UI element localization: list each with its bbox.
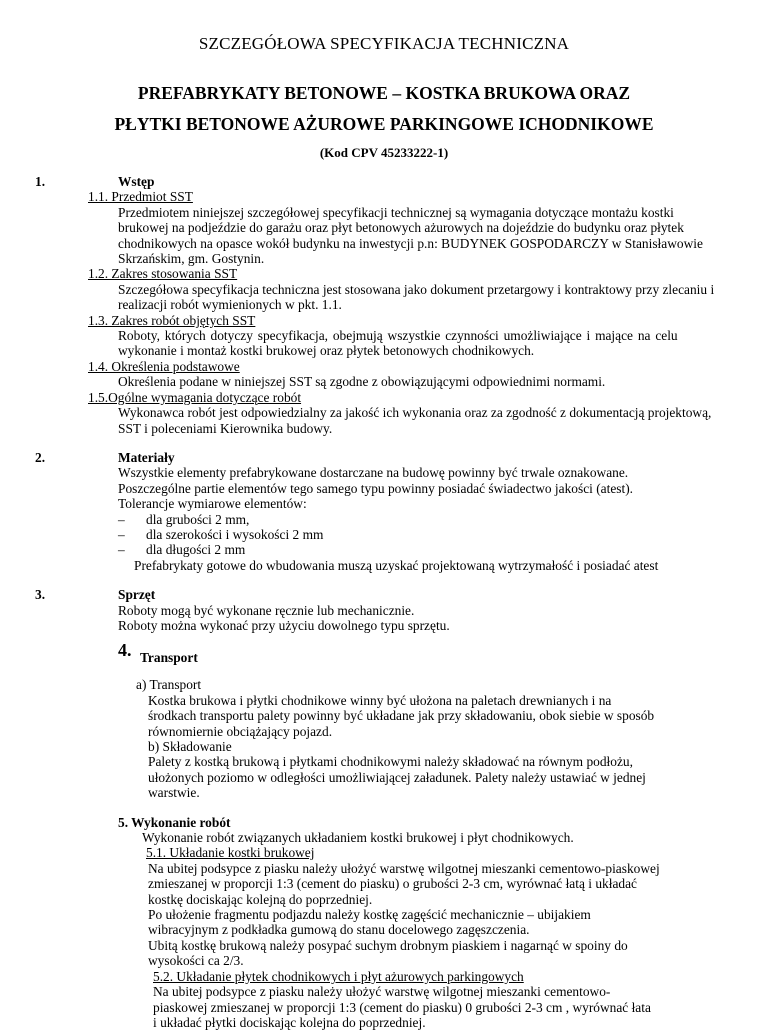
text-line: wysokości ca 2/3. bbox=[148, 953, 244, 969]
subsection-heading-4b: b) Składowanie bbox=[148, 739, 232, 754]
list-item bbox=[0, 542, 768, 557]
text-line: Wykonawca robót jest odpowiedzialny za jakość ich wykonania oraz za zgodność z dokumentacją projektową, bbox=[118, 405, 712, 421]
text-line: Roboty, których dotyczy specyfikacja, obejmują wszystkie czynności umożliwiające i mające na celu bbox=[118, 328, 678, 344]
section-5-heading: 5. Wykonanie robót bbox=[118, 814, 231, 830]
subsection-heading-1-3: 1.3. Zakres robót objętych SST bbox=[88, 312, 256, 328]
list-item-text: dla grubości 2 mm, bbox=[146, 511, 250, 527]
title-line-1: PREFABRYKATY BETONOWE – KOSTKA BRUKOWA ORAZ bbox=[137, 83, 631, 103]
list-item-text: dla szerokości i wysokości 2 mm bbox=[146, 526, 324, 542]
text-line: Kostka brukowa i płytki chodnikowe winny być ułożona na paletach drewnianych i na bbox=[148, 692, 612, 708]
title-line-2: PŁYTKI BETONOWE AŻUROWE PARKINGOWE ICHODNIKOWE bbox=[114, 114, 654, 134]
section-3-heading bbox=[0, 587, 768, 602]
section-title: Materiały bbox=[118, 449, 175, 465]
text-line: piaskowej zmieszanej w proporcji 1:3 (cement do piasku) 0 grubości 2-3 cm , wyrównać łata bbox=[153, 999, 651, 1015]
text-line: Szczegółowa specyfikacja techniczna jest stosowana jako dokument przetargowy i kontraktowy przy zlecaniu i bbox=[118, 281, 715, 297]
text-line: Przedmiotem niniejszej szczegółowej specyfikacji technicznej są wymagania dotyczące montażu kostki bbox=[118, 204, 674, 220]
subsection-heading-1-4: 1.4. Określenia podstawowe bbox=[88, 358, 240, 374]
document-header: SZCZEGÓŁOWA SPECYFIKACJA TECHNICZNA bbox=[198, 34, 570, 53]
subsection-heading-1-1: 1.1. Przedmiot SST bbox=[88, 189, 193, 205]
section-title: Sprzęt bbox=[118, 587, 156, 603]
text-line: wykonanie i montaż kostki brukowej oraz płytek betonowych chodnikowych. bbox=[118, 343, 535, 359]
list-item-text: dla długości 2 mm bbox=[146, 542, 246, 558]
text-line: Określenia podane w niniejszej SST są zgodne z obowiązującymi odpowiednimi normami. bbox=[118, 374, 606, 390]
text-line: chodnikowych na opasce wokół budynku na inwestycji p.n: BUDYNEK GOSPODARCZY w Stanisławowie bbox=[118, 235, 703, 251]
subsection-heading-1-2: 1.2. Zakres stosowania SST bbox=[88, 266, 238, 282]
text-line: warstwie. bbox=[148, 785, 200, 801]
text-line: zmieszanej w proporcji 1:3 (cement do piasku) o grubości 2-3 cm, wyrównać łatą i układać bbox=[148, 876, 637, 892]
text-line: Skrzańskim, gm. Gostynin. bbox=[118, 251, 265, 267]
text-line: środkach transportu palety powinny być układane jak przy składowaniu, obok siebie w sposób bbox=[148, 708, 655, 724]
subsection-heading-5-2: 5.2. Układanie płytek chodnikowych i płyt ażurowych parkingowych bbox=[153, 968, 524, 984]
text-line: Wszystkie elementy prefabrykowane dostarczane na budowę powinny być trwale oznakowane. bbox=[118, 465, 629, 481]
section-2-heading bbox=[0, 450, 768, 465]
subsection-heading-4a: a) Transport bbox=[136, 677, 202, 693]
text-line: Na ubitej podsypce z piasku należy ułożyć warstwę wilgotnej mieszanki cementowo-piaskowej bbox=[148, 860, 660, 876]
text-line: Po ułożenie fragmentu podjazdu należy kostkę zagęścić mechanicznie – ubijakiem bbox=[148, 907, 591, 923]
text-line: równomiernie obciążający pojazd. bbox=[148, 723, 333, 739]
text-line: brukowej na podjeździe do garażu oraz płyt betonowych ażurowych na dojeździe do budynku oraz płytek bbox=[118, 220, 684, 236]
text-line: Tolerancje wymiarowe elementów: bbox=[118, 496, 307, 512]
section-4-heading bbox=[0, 640, 768, 669]
text-line: Wykonanie robót związanych układaniem kostki brukowej i płyt chodnikowych. bbox=[142, 830, 574, 846]
section-number: 1. bbox=[35, 174, 46, 189]
text-line: Poszczególne partie elementów tego samego typu powinny posiadać świadectwo jakości (atest). bbox=[118, 480, 634, 496]
dash-bullet: – bbox=[118, 511, 125, 527]
section-title: Wstęp bbox=[118, 174, 155, 189]
text-line: SST i poleceniami Kierownika budowy. bbox=[118, 420, 333, 436]
section-number: 4. bbox=[118, 640, 132, 661]
subsection-heading-5-1: 5.1. Układanie kostki brukowej bbox=[146, 845, 315, 861]
text-line: Roboty mogą być wykonane ręcznie lub mechanicznie. bbox=[118, 602, 415, 618]
dash-bullet: – bbox=[118, 526, 125, 542]
text-line: Ubitą kostkę brukową należy posypać suchym drobnym piaskiem i nagarnąć w spoiny do bbox=[148, 937, 628, 953]
document-title bbox=[0, 78, 768, 140]
section-number: 3. bbox=[35, 587, 46, 603]
text-line: Palety z kostką brukową i płytkami chodnikowymi należy składować na równym podłożu, bbox=[148, 754, 633, 770]
dash-bullet: – bbox=[118, 542, 125, 558]
list-item bbox=[0, 527, 768, 542]
text-line: kostkę dociskając kolejną do poprzedniej. bbox=[148, 891, 373, 907]
text-line: realizacji robót wymienionych w pkt. 1.1. bbox=[118, 297, 342, 313]
cpv-code: (Kod CPV 45233222-1) bbox=[319, 145, 449, 160]
text-line: i układać płytki dociskając kolejna do poprzedniej. bbox=[153, 1014, 426, 1030]
text-line: Prefabrykaty gotowe do wbudowania muszą uzyskać projektowaną wytrzymałość i posiadać atest bbox=[134, 557, 659, 573]
section-1-heading bbox=[0, 174, 768, 189]
section-number: 2. bbox=[35, 449, 46, 465]
text-line: Roboty można wykonać przy użyciu dowolnego typu sprzętu. bbox=[118, 617, 450, 633]
list-item bbox=[0, 512, 768, 527]
document-body bbox=[0, 174, 768, 1030]
text-line: wibracyjnym z podkładka gumową do stanu docelowego zagęszczenia. bbox=[148, 922, 530, 938]
section-title: Transport bbox=[140, 650, 198, 666]
subsection-heading-1-5: 1.5.Ogólne wymagania dotyczące robót bbox=[88, 389, 302, 405]
text-line: Na ubitej podsypce z piasku należy ułożyć warstwę wilgotnej mieszanki cementowo- bbox=[153, 984, 611, 1000]
text-line: ułożonych poziomo w odległości umożliwiającej załadunek. Palety należy ustawiać w jednej bbox=[148, 769, 646, 785]
